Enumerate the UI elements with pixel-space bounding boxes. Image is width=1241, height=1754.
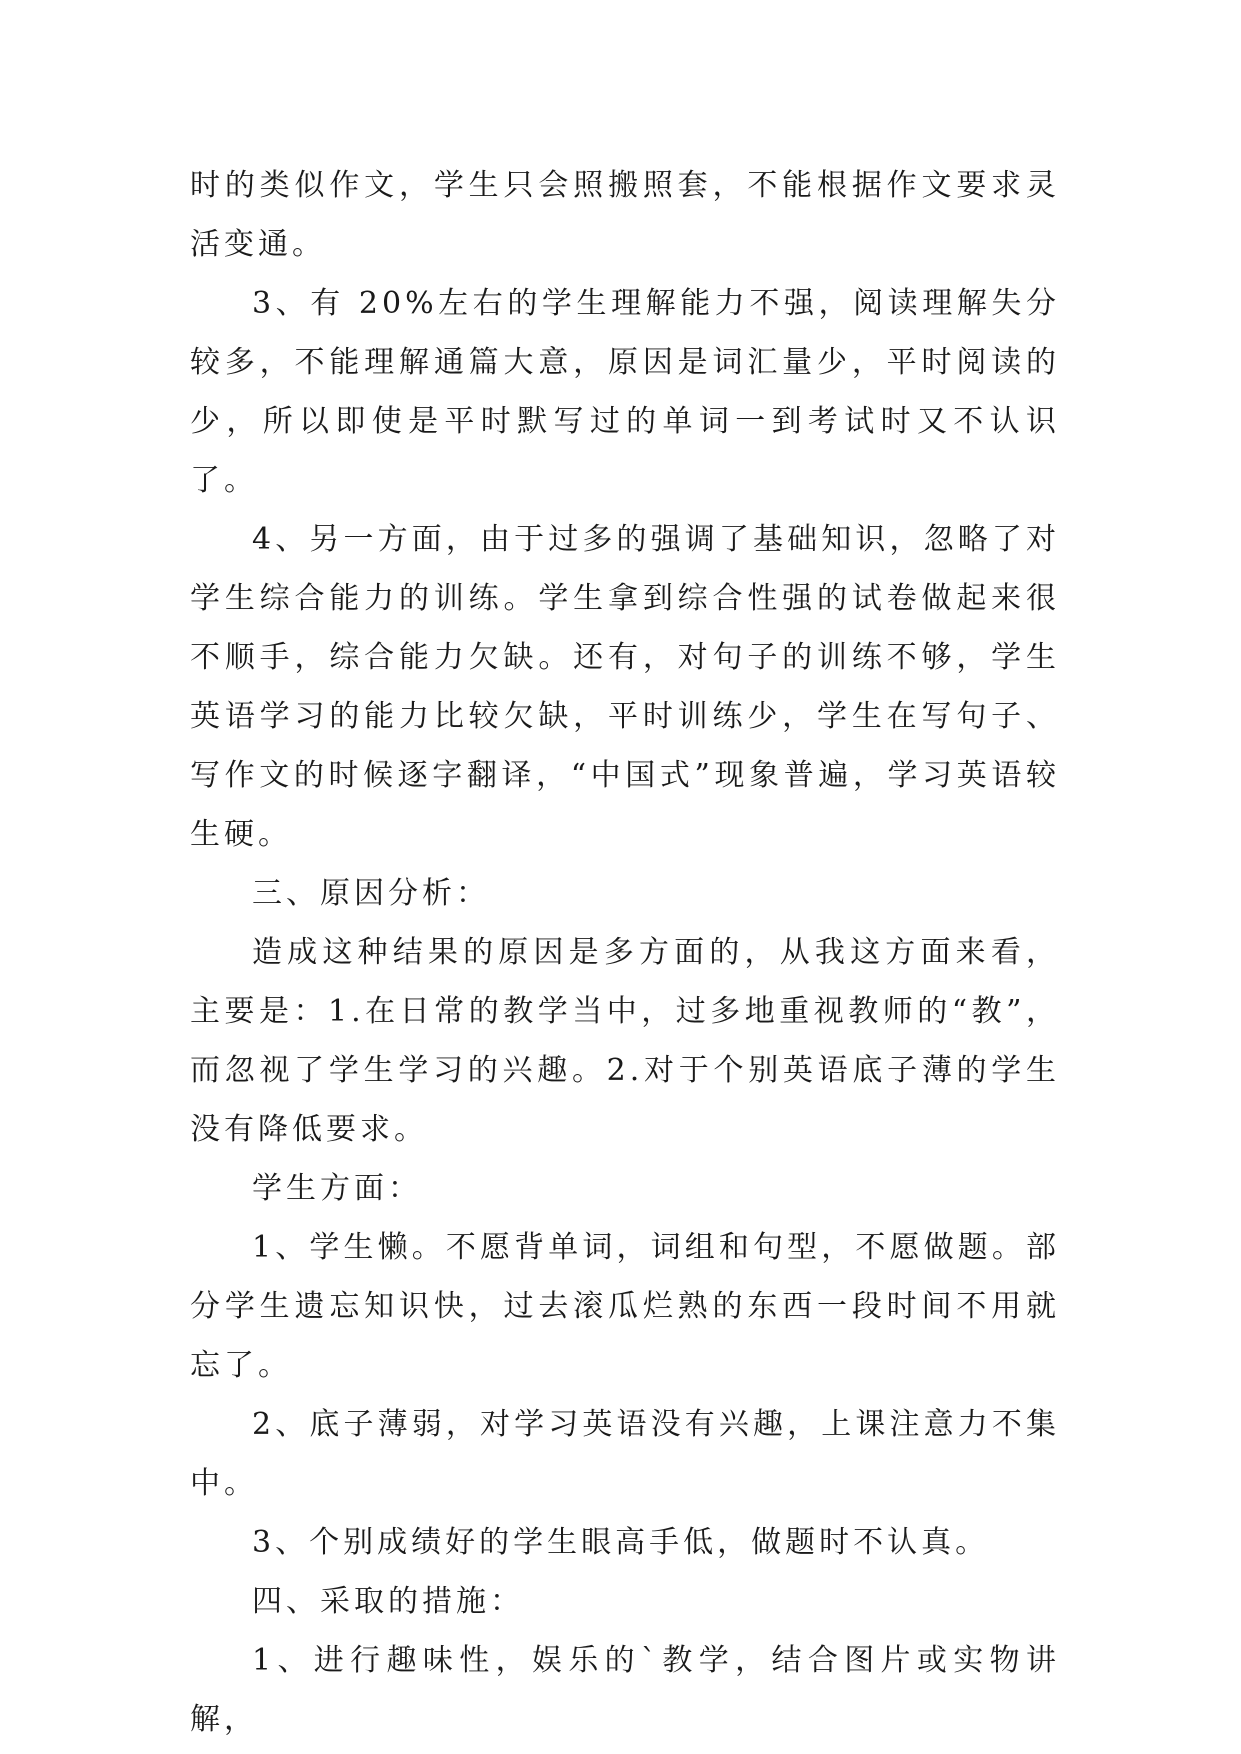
paragraph-1: 时的类似作文，学生只会照搬照套，不能根据作文要求灵活变通。 [190,168,1060,262]
paragraph-4: 造成这种结果的原因是多方面的，从我这方面来看，主要是：1.在日常的教学当中，过多地重视教师的“教”，而忽视了学生学习的兴趣。2.对于个别英语底子薄的学生没有降低要求。 [190,935,1060,1147]
paragraph-6: 2、底子薄弱，对学习英语没有兴趣，上课注意力不集中。 [190,1407,1060,1501]
subheading-student-aspect: 学生方面： [252,1171,422,1206]
paragraph-8: 1、进行趣味性，娱乐的`教学，结合图片或实物讲解， [190,1643,1060,1737]
section-heading-measures: 四、采取的措施： [252,1584,524,1619]
paragraph-2: 3、有 20%左右的学生理解能力不强，阅读理解失分较多，不能理解通篇大意，原因是词汇量少，平时阅读的少，所以即使是平时默写过的单词一到考试时又不认识了。 [190,286,1060,498]
paragraph-5: 1、学生懒。不愿背单词，词组和句型，不愿做题。部分学生遗忘知识快，过去滚瓜烂熟的东西一段时间不用就忘了。 [190,1230,1060,1383]
paragraph-3: 4、另一方面，由于过多的强调了基础知识，忽略了对学生综合能力的训练。学生拿到综合性强的试卷做起来很不顺手，综合能力欠缺。还有，对句子的训练不够，学生英语学习的能力比较欠缺，平时训练少，学生在写句子、写作文的时候逐字翻译，“中国式”现象普遍，学习英语较生硬。 [190,522,1060,852]
document-page [190,156,1060,1749]
paragraph-7: 3、个别成绩好的学生眼高手低，做题时不认真。 [252,1525,990,1560]
section-heading-cause-analysis: 三、原因分析： [252,876,490,911]
